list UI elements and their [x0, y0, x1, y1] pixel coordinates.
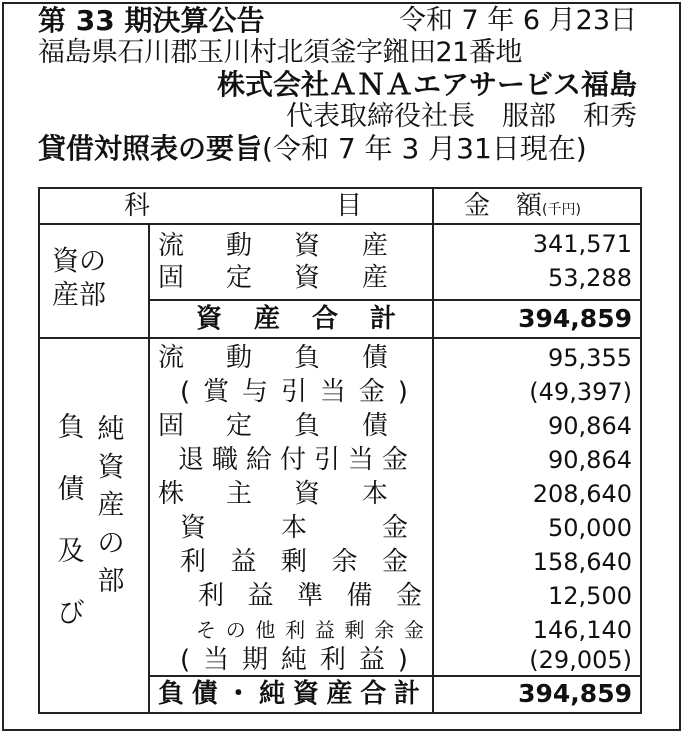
label-char: ・ — [225, 679, 252, 709]
liab-row-value: 90,864 — [548, 446, 632, 474]
liab-row-value: (49,397) — [529, 378, 632, 406]
label-char: の — [225, 618, 246, 642]
liab-label-char: 及 — [57, 536, 85, 567]
column-amount-label: 金 額 — [464, 191, 543, 221]
balance-sheet-table — [38, 187, 642, 714]
liab-label-char: 負 — [57, 412, 85, 443]
representative: 代表取締役社長 服部 和秀 — [286, 101, 637, 132]
assets-label-top: 資の — [52, 246, 106, 277]
liab-row-label — [198, 579, 422, 613]
label-char: 益 — [230, 547, 257, 577]
notice-title: 第 33 期決算公告 — [38, 4, 265, 37]
asset-row-label — [158, 261, 388, 295]
label-char: 純 — [259, 679, 286, 709]
liab-label-char: 純 — [97, 414, 125, 445]
liab-row-value: 90,864 — [548, 412, 632, 440]
label-char: 益 — [358, 645, 385, 675]
liab-row-value: 12,500 — [548, 582, 632, 610]
liab-label-char: の — [97, 528, 125, 559]
label-char: 引 — [313, 445, 340, 475]
assets-total-value: 394,859 — [518, 304, 632, 333]
label-char: そ — [196, 618, 216, 642]
liab-row-value: (29,005) — [529, 646, 632, 674]
label-char: ) — [397, 377, 408, 407]
liab-row-label — [178, 443, 408, 477]
label-char: 定 — [225, 263, 252, 293]
label-char: 金 — [358, 377, 385, 407]
label-char: 債 — [361, 343, 388, 373]
label-char: 給 — [245, 445, 272, 475]
label-char: 金 — [395, 581, 422, 611]
label-char: 当 — [203, 645, 230, 675]
subtitle-main: 貸借対照表の要旨 — [38, 132, 263, 165]
liab-label-char: 債 — [57, 474, 85, 505]
column-unit: (千円) — [542, 202, 581, 218]
label-char: 債 — [191, 679, 218, 709]
label-char: 資 — [293, 231, 320, 261]
label-char: 職 — [211, 445, 238, 475]
label-char: 備 — [346, 581, 373, 611]
label-char: 計 — [369, 304, 396, 334]
label-char: 準 — [296, 581, 323, 611]
label-char: 益 — [247, 581, 274, 611]
label-char: 主 — [225, 479, 252, 509]
label-char: 利 — [285, 618, 306, 642]
label-char: ) — [397, 645, 408, 675]
label-char: 退 — [178, 445, 205, 475]
label-char: 負 — [158, 679, 185, 709]
label-char: 金 — [381, 445, 408, 475]
liab-total-value: 394,859 — [518, 679, 632, 708]
assets-label-bottom: 産部 — [52, 280, 106, 311]
column-item-right: 目 — [336, 191, 363, 221]
label-char: 利 — [198, 581, 225, 611]
label-char: 債 — [361, 411, 388, 441]
label-char: 剰 — [280, 547, 307, 577]
label-char: 利 — [180, 547, 207, 577]
label-char: 本 — [361, 479, 388, 509]
label-char: 資 — [293, 479, 320, 509]
liab-row-label — [180, 375, 408, 409]
label-char: 本 — [280, 513, 307, 543]
label-char: 金 — [381, 513, 408, 543]
label-char: 資 — [292, 679, 319, 709]
liab-row-label — [158, 341, 388, 375]
label-char: 剰 — [344, 618, 365, 642]
label-char: 株 — [158, 479, 185, 509]
label-char: 産 — [253, 304, 280, 334]
label-char: 資 — [180, 513, 207, 543]
liab-row-value: 50,000 — [548, 514, 632, 542]
liab-row-value: 95,355 — [548, 344, 632, 372]
label-char: 流 — [158, 343, 185, 373]
label-char: 益 — [314, 618, 335, 642]
label-char: 固 — [158, 411, 185, 441]
subtitle-period: (令和 7 年 3 月31日現在) — [262, 132, 587, 165]
liab-row-value: 146,140 — [532, 616, 632, 644]
column-item-left: 科 — [124, 191, 151, 221]
label-char: 純 — [280, 645, 307, 675]
label-char: 産 — [361, 263, 388, 293]
balance-sheet-subtitle — [38, 133, 587, 165]
label-char: 負 — [293, 411, 320, 441]
label-char: 資 — [196, 304, 223, 334]
label-char: 合 — [311, 304, 338, 334]
liab-label-col1 — [54, 409, 88, 633]
label-char: 動 — [225, 343, 252, 373]
assets-total-label — [196, 302, 396, 336]
notice-date: 令和 7 年 6 月23日 — [398, 5, 637, 36]
label-char: 期 — [242, 645, 269, 675]
liab-row-label — [196, 613, 424, 647]
company-name: 株式会社ＡＮＡエアサービス福島 — [216, 68, 637, 101]
liab-label-char: 資 — [97, 452, 125, 483]
liab-row-value: 208,640 — [532, 480, 632, 508]
label-char: 産 — [326, 679, 353, 709]
label-char: 賞 — [203, 377, 230, 407]
label-char: 引 — [280, 377, 307, 407]
label-char: 動 — [225, 231, 252, 261]
asset-row-value: 341,571 — [532, 230, 632, 258]
company-address: 福島県石川郡玉川村北須釜字鎺田21番地 — [38, 37, 522, 68]
liab-label-col2 — [94, 411, 128, 601]
liab-row-label — [158, 409, 388, 443]
label-char: 負 — [293, 343, 320, 373]
label-char: 余 — [374, 618, 395, 642]
asset-row-label — [158, 229, 388, 263]
label-char: ( — [180, 645, 191, 675]
asset-row-value: 53,288 — [548, 264, 632, 292]
assets-total-divider — [148, 299, 640, 301]
label-char: 合 — [360, 679, 387, 709]
label-char: 他 — [255, 618, 276, 642]
label-char: 計 — [393, 679, 420, 709]
label-char: 資 — [293, 263, 320, 293]
label-char: 利 — [319, 645, 346, 675]
amount-column-divider — [432, 189, 434, 712]
label-char: ( — [180, 377, 191, 407]
liab-row-value: 158,640 — [532, 548, 632, 576]
section-divider — [40, 337, 640, 339]
label-char: 金 — [381, 547, 408, 577]
label-char: 当 — [319, 377, 346, 407]
liab-total-label — [158, 677, 420, 711]
column-amount — [464, 189, 581, 227]
label-char: 与 — [242, 377, 269, 407]
label-char: 付 — [279, 445, 306, 475]
liab-label-char: 産 — [97, 490, 125, 521]
label-char: 固 — [158, 263, 185, 293]
label-char: 流 — [158, 231, 185, 261]
label-char: 定 — [225, 411, 252, 441]
liab-label-char: 部 — [97, 566, 125, 597]
liab-row-label — [158, 477, 388, 511]
liab-row-label — [180, 511, 408, 545]
liab-label-char: び — [57, 598, 85, 629]
liab-row-label — [180, 545, 408, 579]
label-char: 金 — [403, 618, 424, 642]
label-char: 当 — [347, 445, 374, 475]
label-char: 余 — [331, 547, 358, 577]
liab-row-label — [180, 643, 408, 677]
label-char: 産 — [361, 231, 388, 261]
